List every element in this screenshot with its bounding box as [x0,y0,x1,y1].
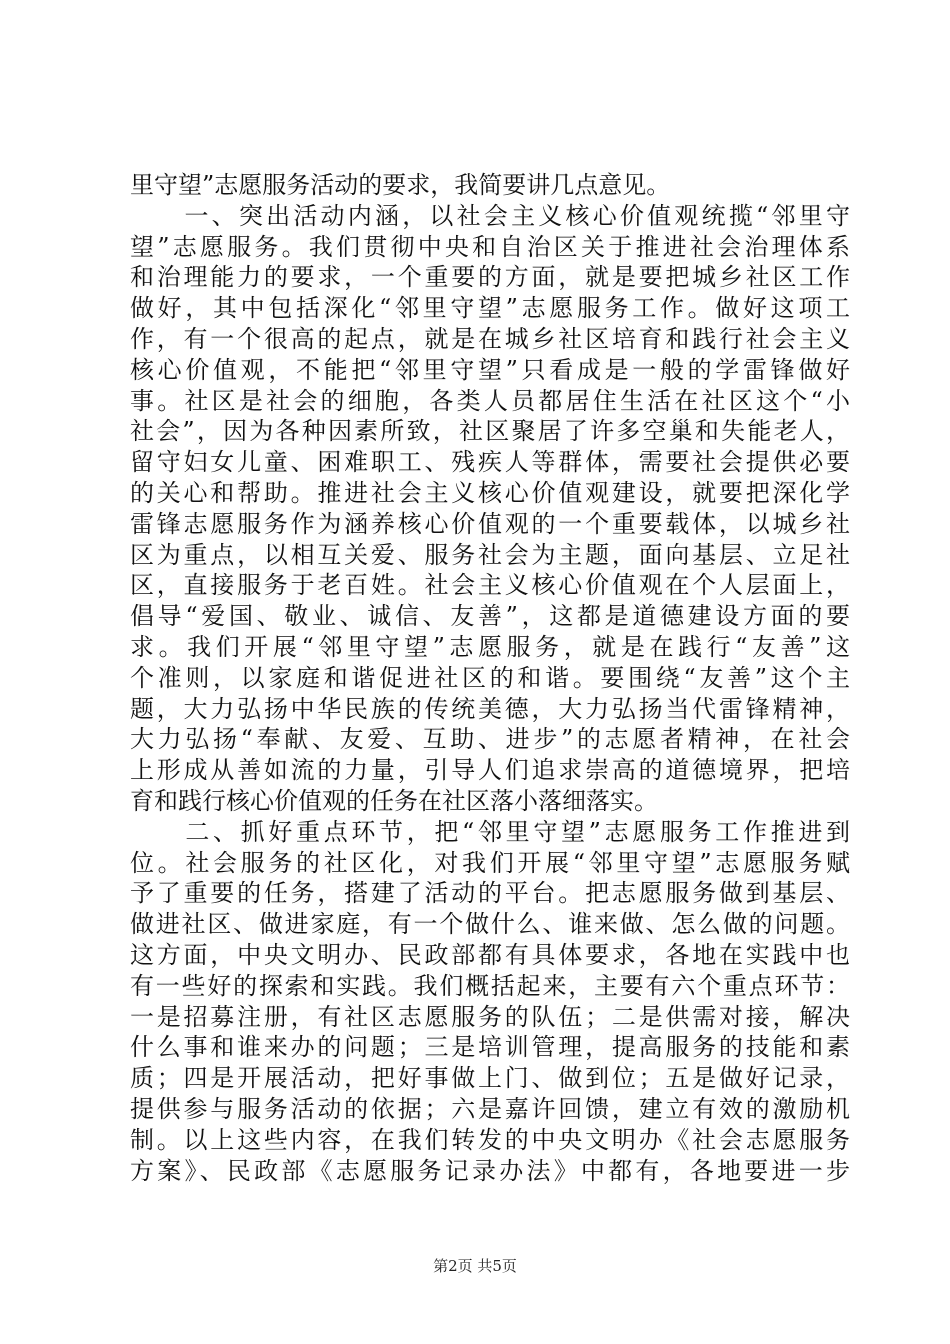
text-line: 作，有一个很高的起点，就是在城乡社区培育和践行社会主义 [130,324,850,353]
text-line: 大力弘扬“奉献、友爱、互助、进步”的志愿者精神，在社会 [130,725,850,754]
text-line: 和治理能力的要求，一个重要的方面，就是要把城乡社区工作 [130,263,850,292]
text-line: 雷锋志愿服务作为涵养核心价值观的一个重要载体，以城乡社 [130,509,850,538]
text-line: 留守妇女儿童、困难职工、残疾人等群体，需要社会提供必要 [130,448,850,477]
text-line: 一、突出活动内涵，以社会主义核心价值观统揽“邻里守 [130,201,850,230]
text-line: 二、抓好重点环节，把“邻里守望”志愿服务工作推进到 [130,817,850,846]
text-line: 区为重点，以相互关爱、服务社会为主题，面向基层、立足社 [130,540,850,569]
text-line: 的关心和帮助。推进社会主义核心价值观建设，就要把深化学 [130,478,850,507]
text-line: 一是招募注册，有社区志愿服务的队伍；二是供需对接，解决 [130,1002,850,1031]
text-line: 提供参与服务活动的依据；六是嘉许回馈，建立有效的激励机 [130,1094,850,1123]
text-line: 社会”，因为各种因素所致，社区聚居了许多空巢和失能老人， [130,417,850,446]
text-line: 区，直接服务于老百姓。社会主义核心价值观在个人层面上， [130,571,850,600]
text-line: 方案》、民政部《志愿服务记录办法》中都有，各地要进一步 [130,1156,850,1185]
text-line: 核心价值观，不能把“邻里守望”只看成是一般的学雷锋做好 [130,355,850,384]
text-line: 有一些好的探索和实践。我们概括起来，主要有六个重点环节： [130,971,850,1000]
text-line: 望”志愿服务。我们贯彻中央和自治区关于推进社会治理体系 [130,232,850,261]
text-line: 什么事和谁来办的问题；三是培训管理，提高服务的技能和素 [130,1033,850,1062]
page-footer: 第2页 共5页 [433,1257,517,1275]
text-line: 求。我们开展“邻里守望”志愿服务，就是在践行“友善”这 [130,632,850,661]
text-line: 做进社区、做进家庭，有一个做什么、谁来做、怎么做的问题。 [130,910,850,939]
text-line: 制。以上这些内容，在我们转发的中央文明办《社会志愿服务 [130,1125,850,1154]
text-line: 倡导“爱国、敬业、诚信、友善”，这都是道德建设方面的要 [130,602,850,631]
text-line: 这方面，中央文明办、民政部都有具体要求，各地在实践中也 [130,940,850,969]
text-line: 予了重要的任务，搭建了活动的平台。把志愿服务做到基层、 [130,879,850,908]
text-line: 质；四是开展活动，把好事做上门、做到位；五是做好记录， [130,1064,850,1093]
text-line: 题，大力弘扬中华民族的传统美德，大力弘扬当代雷锋精神， [130,694,850,723]
text-line: 里守望”志愿服务活动的要求，我简要讲几点意见。 [130,171,671,199]
text-line: 位。社会服务的社区化，对我们开展“邻里守望”志愿服务赋 [130,848,850,877]
text-line: 事。社区是社会的细胞，各类人员都居住生活在社区这个“小 [130,386,850,415]
text-line: 育和践行核心价值观的任务在社区落小落细落实。 [130,786,658,815]
document-body [130,170,850,1186]
text-line: 做好，其中包括深化“邻里守望”志愿服务工作。做好这项工 [130,294,850,323]
text-line: 个准则，以家庭和谐促进社区的和谐。要围绕“友善”这个主 [130,663,850,692]
text-line: 上形成从善如流的力量，引导人们追求崇高的道德境界，把培 [130,756,850,785]
